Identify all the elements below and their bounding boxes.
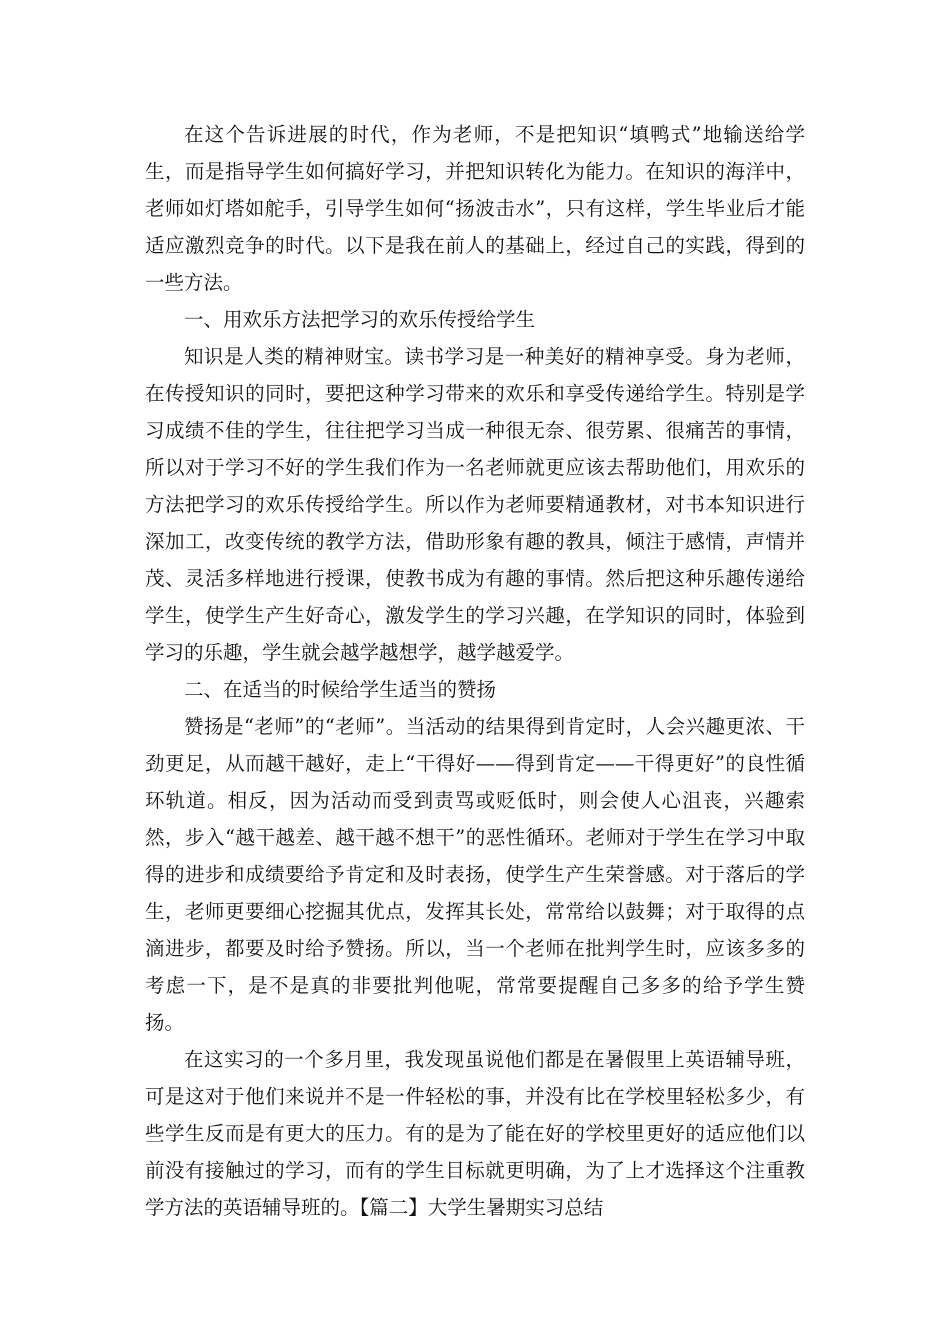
section-1-paragraph: 知识是人类的精神财宝。读书学习是一种美好的精神享受。身为老师，在传授知识的同时，要把这种学习带来的欢乐和享受传递给学生。特别是学习成绩不佳的学生，往往把学习当成一种很无奈、很劳累、很痛苦的事情，所以对于学习不好的学生我们作为一名老师就更应该去帮助他们，用欢乐的方法把学习的欢乐传授给学生。所以作为老师要精通教材，对书本知识进行深加工，改变传统的教学方法，借助形象有趣的教具，倾注于感情，声情并茂、灵活多样地进行授课，使教书成为有趣的事情。然后把这种乐趣传递给学生，使学生产生好奇心，激发学生的学习兴趣，在学知识的同时，体验到学习的乐趣，学生就会越学越想学，越学越爱学。 (145, 345, 805, 664)
section-heading-1: 一、用欢乐方法把学习的欢乐传授给学生 (184, 308, 536, 331)
section-heading-2: 二、在适当的时候给学生适当的赞扬 (184, 678, 497, 701)
intro-paragraph: 在这个告诉进展的时代，作为老师，不是把知识“填鸭式”地输送给学生，而是指导学生如何搞好学习，并把知识转化为能力。在知识的海洋中，老师如灯塔如舵手，引导学生如何“扬波击水”，只有这样，学生毕业后才能适应激烈竞争的时代。以下是我在前人的基础上，经过自己的实践，得到的一些方法。 (145, 123, 805, 294)
closing-paragraph: 在这实习的一个多月里，我发现虽说他们都是在暑假里上英语辅导班，可是这对于他们来说并不是一件轻松的事，并没有比在学校里轻松多少，有些学生反而是有更大的压力。有的是为了能在好的学校里更好的适应他们以前没有接触过的学习，而有的学生目标就更明确，为了上才选择这个注重教学方法的英语辅导班的。【篇二】大学生暑期实习总结 (145, 1048, 805, 1219)
section-2-paragraph: 赞扬是“老师”的“老师”。当活动的结果得到肯定时，人会兴趣更浓、干劲更足，从而越干越好，走上“干得好——得到肯定——干得更好”的良性循环轨道。相反，因为活动而受到责骂或贬低时，则会使人心沮丧，兴趣索然，步入“越干越差、越干越不想干”的恶性循环。老师对于学生在学习中取得的进步和成绩要给予肯定和及时表扬，使学生产生荣誉感。对于落后的学生，老师更要细心挖掘其优点，发挥其长处，常常给以鼓舞；对于取得的点滴进步，都要及时给予赞扬。所以，当一个老师在批判学生时，应该多多的考虑一下，是不是真的非要批判他呢，常常要提醒自己多多的给予学生赞扬。 (145, 715, 805, 1034)
document-body (145, 116, 805, 1226)
